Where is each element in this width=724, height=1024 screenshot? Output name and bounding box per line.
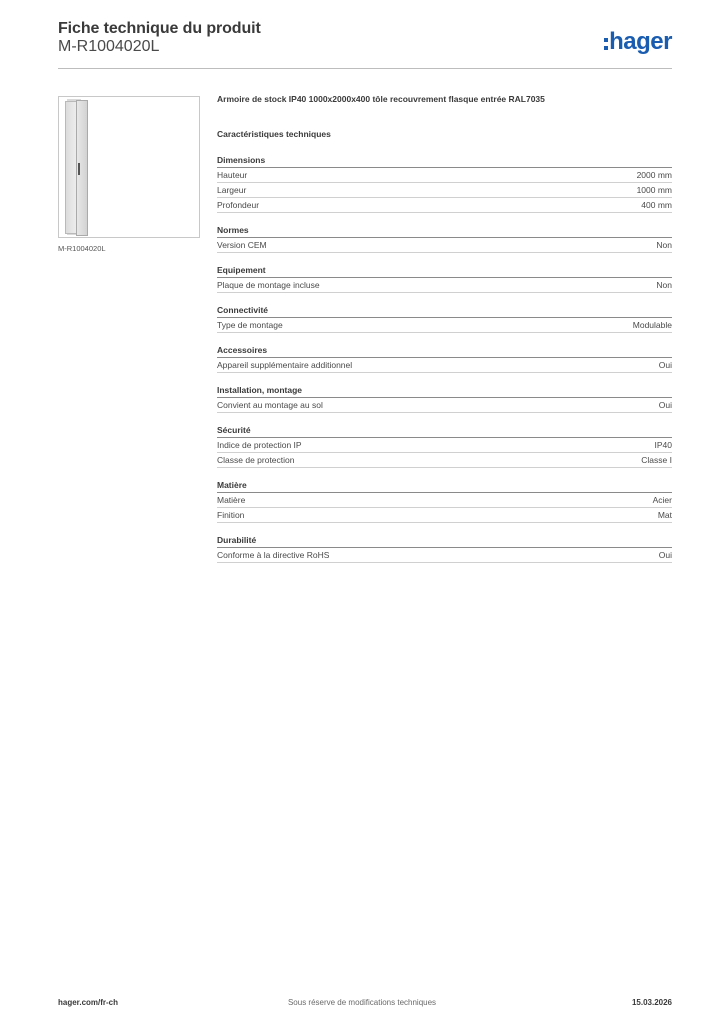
cabinet-door [76,100,88,236]
spec-section [217,384,672,413]
spec-value: 1000 mm [636,185,672,195]
footer-website: hager.com/fr-ch [58,998,119,1007]
spec-value: Non [656,240,672,250]
page-title: Fiche technique du produit [58,20,261,37]
spec-content [217,92,672,563]
section-title: Durabilité [217,534,672,548]
logo-text: hager [609,28,672,55]
hager-logo [604,28,672,56]
footer-disclaimer: Sous réserve de modifications techniques [287,998,437,1007]
spec-value: Mat [657,510,672,520]
section-title: Equipement [217,264,672,278]
spec-value: 400 mm [641,200,672,210]
spec-row [217,198,672,213]
spec-value: Acier [652,495,672,505]
footer-date: 15.03.2026 [631,998,672,1007]
product-image [58,96,200,238]
spec-label: Version CEM [217,240,267,250]
spec-label: Type de montage [217,320,283,330]
spec-label: Appareil supplémentaire additionnel [217,360,353,370]
spec-label: Finition [217,510,245,520]
spec-section [217,344,672,373]
spec-label: Profondeur [217,200,260,210]
section-title: Accessoires [217,344,672,358]
spec-row [217,453,672,468]
section-title: Matière [217,479,672,493]
spec-value: Oui [658,360,672,370]
spec-value: IP40 [654,440,672,450]
spec-row [217,493,672,508]
section-title: Normes [217,224,672,238]
spec-value: Modulable [632,320,672,330]
spec-label: Hauteur [217,170,248,180]
spec-value: 2000 mm [636,170,672,180]
product-reference: M-R1004020L [58,38,160,55]
spec-row [217,238,672,253]
specs-heading: Caractéristiques techniques [217,129,331,139]
product-description: Armoire de stock IP40 1000x2000x400 tôle recouvrement flasque entrée RAL7035 [217,94,545,104]
spec-row [217,318,672,333]
section-title: Connectivité [217,304,672,318]
spec-label: Indice de protection IP [217,440,302,450]
product-image-caption: M-R1004020L [58,244,106,253]
spec-row [217,278,672,293]
spec-section [217,479,672,523]
spec-section [217,424,672,468]
spec-value: Oui [658,550,672,560]
spec-label: Classe de protection [217,455,295,465]
spec-label: Plaque de montage incluse [217,280,320,290]
spec-label: Largeur [217,185,247,195]
spec-value: Oui [658,400,672,410]
spec-row [217,183,672,198]
spec-row [217,168,672,183]
cabinet-handle [78,163,80,175]
spec-value: Classe I [641,455,672,465]
spec-label: Conforme à la directive RoHS [217,550,330,560]
spec-row [217,398,672,413]
spec-section [217,304,672,333]
spec-section [217,264,672,293]
spec-section [217,154,672,213]
section-title: Dimensions [217,154,672,168]
spec-label: Matière [217,495,246,505]
spec-section [217,224,672,253]
section-title: Installation, montage [217,384,672,398]
spec-sections [217,154,672,563]
spec-row [217,358,672,373]
header-divider [58,68,672,69]
spec-row [217,548,672,563]
spec-label: Convient au montage au sol [217,400,323,410]
spec-section [217,534,672,563]
spec-row [217,508,672,523]
spec-row [217,438,672,453]
section-title: Sécurité [217,424,672,438]
logo-dots-icon [604,38,608,50]
spec-value: Non [656,280,672,290]
